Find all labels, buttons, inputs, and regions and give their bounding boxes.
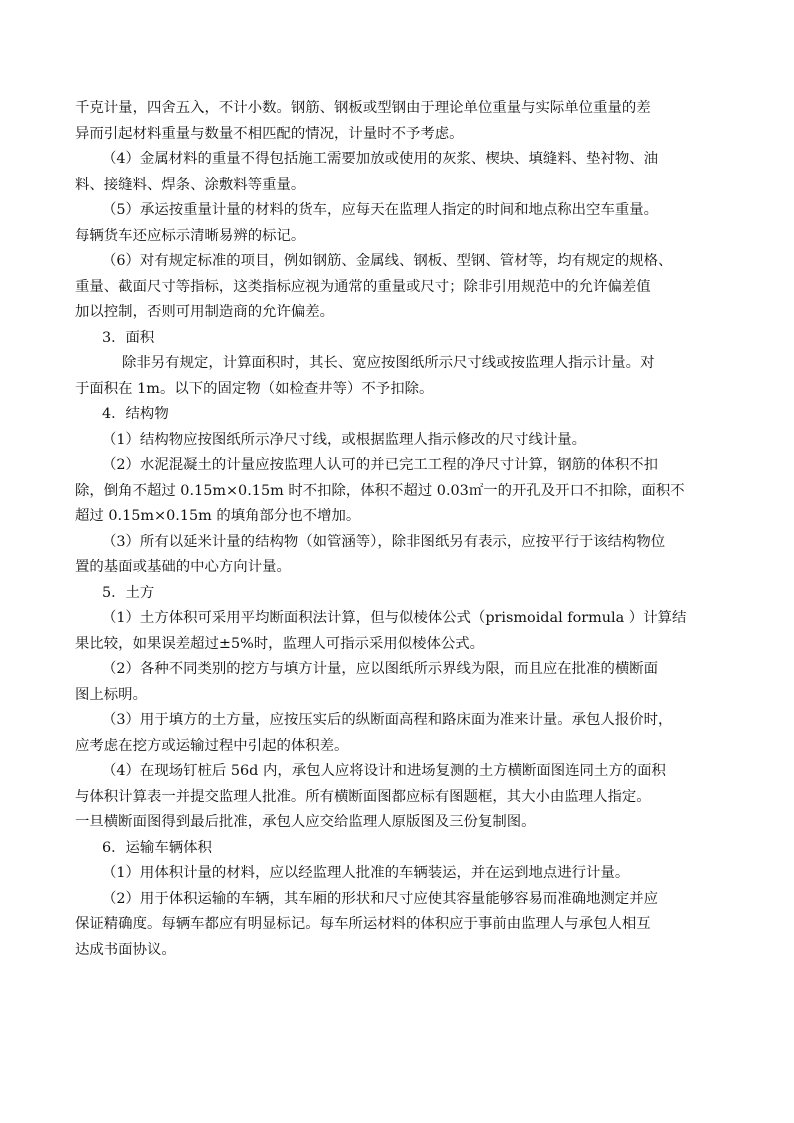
text-line: （5）承运按重量计量的材料的货车，应每天在监理人指定的时间和地点称出空车重量。	[102, 202, 659, 218]
text-line: （3）所有以延米计量的结构物（如管涵等），除非图纸另有表示，应按平行于该结构物位	[102, 533, 666, 550]
text-line: （1）用体积计量的材料，应以经监理人批准的车辆装运，并在运到地点进行计量。	[102, 865, 630, 881]
document-body	[75, 96, 721, 963]
text-line: （4）在现场钉桩后 56d 内，承包人应将设计和进场复测的土方横断面图连同土方的面积	[102, 763, 666, 779]
text-line: 一旦横断面图得到最后批准，承包人应交给监理人原版图及三份复制图。	[75, 814, 536, 830]
text-line: 3．面积	[102, 329, 155, 346]
text-line: 5．土方	[102, 584, 155, 601]
text-line: （2）水泥混凝土的计量应按监理人认可的并已完工工程的净尺寸计算，钢筋的体积不扣	[102, 457, 659, 473]
text-line: 千克计量，四舍五入，不计小数。钢筋、钢板或型钢由于理论单位重量与实际单位重量的差	[75, 100, 651, 116]
text-line: 料、接缝料、焊条、涂敷料等重量。	[75, 176, 306, 193]
text-line: （3）用于填方的土方量，应按压实后的纵断面高程和路床面为准来计量。承包人报价时，	[102, 712, 673, 728]
text-line: 于面积在 1m。以下的固定物（如检查井等）不予扣除。	[75, 380, 434, 397]
text-line: （6）对有规定标准的项目，例如钢筋、金属线、钢板、型钢、管材等，均有规定的规格、	[102, 253, 673, 269]
text-line: 加以控制，否则可用制造商的允许偏差。	[75, 304, 335, 320]
text-line: 异而引起材料重量与数量不相匹配的情况，计量时不予考虑。	[75, 125, 464, 142]
text-line: 果比较，如果误差超过±5%时，监理人可指示采用似棱体公式。	[75, 635, 485, 652]
text-line: 保证精确度。每辆车都应有明显标记。每车所运材料的体积应于事前由监理人与承包人相互	[75, 916, 651, 932]
text-line: 与体积计算表一并提交监理人批准。所有横断面图都应标有图题框，其大小由监理人指定。	[75, 788, 651, 805]
text-line: 4．结构物	[102, 406, 169, 422]
text-line: 每辆货车还应标示清晰易辨的标记。	[75, 227, 306, 244]
text-line: 重量、截面尺寸等指标，这类指标应视为通常的重量或尺寸；除非引用规范中的允许偏差值	[75, 278, 651, 295]
text-line: 超过 0.15m×0.15m 的填角部分也不增加。	[75, 508, 361, 524]
text-line: （1）土方体积可采用平均断面积法计算，但与似棱体公式（prismoidal formula ）计算结	[102, 610, 687, 626]
text-line: （1）结构物应按图纸所示净尺寸线，或根据监理人指示修改的尺寸线计量。	[102, 431, 587, 448]
text-line: （4）金属材料的重量不得包括施工需要加放或使用的灰浆、楔块、填缝料、垫衬物、油	[102, 151, 659, 167]
text-line: （2）用于体积运输的车辆，其车厢的形状和尺寸应使其容量能够容易而准确地测定并应	[102, 890, 659, 907]
text-line: 除，倒角不超过 0.15m×0.15m 时不扣除，体积不超过 0.03㎡一的开孔及开口不扣除，面积不	[75, 482, 685, 499]
text-line: 6．运输车辆体积	[102, 839, 212, 856]
text-line: 应考虑在挖方或运输过程中引起的体积差。	[75, 737, 349, 754]
text-line: 达成书面协议。	[75, 941, 176, 958]
text-line: 图上标明。	[75, 686, 147, 703]
text-line: 置的基面或基础的中心方向计量。	[75, 559, 291, 575]
text-line: （2）各种不同类别的挖方与填方计量，应以图纸所示界线为限，而且应在批准的横断面	[102, 661, 659, 677]
text-line: 除非另有规定，计算面积时，其长、宽应按图纸所示尺寸线或按监理人指示计量。对	[122, 355, 655, 371]
